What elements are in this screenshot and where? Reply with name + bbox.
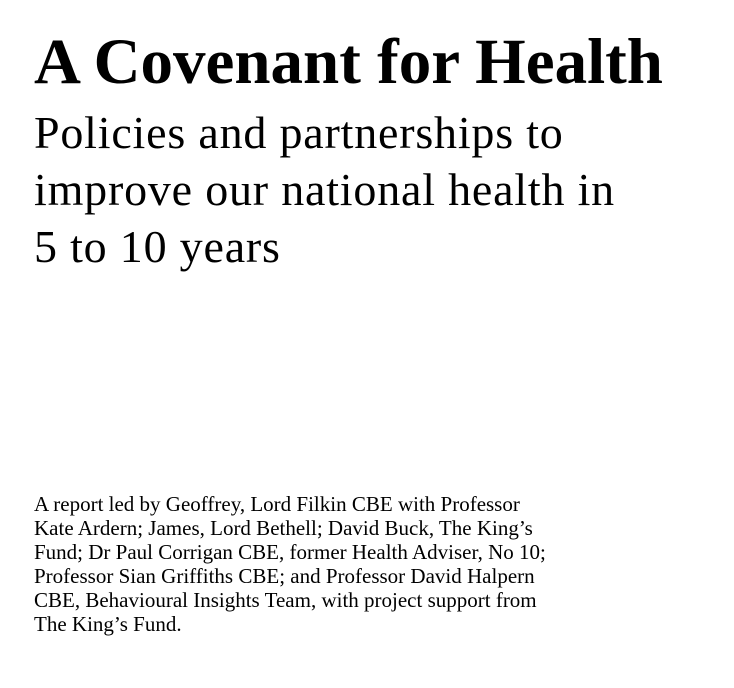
subtitle-line: improve our national health in [34, 164, 615, 215]
credits-line: Fund; Dr Paul Corrigan CBE, former Health Adviser, No 10; [34, 540, 546, 564]
credits-line: The King’s Fund. [34, 612, 182, 636]
credits-line: Professor Sian Griffiths CBE; and Professor David Halpern [34, 564, 535, 588]
credits-line: CBE, Behavioural Insights Team, with project support from [34, 588, 537, 612]
credits-line: Kate Ardern; James, Lord Bethell; David Buck, The King’s [34, 516, 533, 540]
subtitle-line: Policies and partnerships to [34, 107, 564, 158]
subtitle-line: 5 to 10 years [34, 221, 281, 272]
report-title: A Covenant for Health [34, 26, 663, 98]
report-subtitle [34, 104, 615, 275]
report-credits [34, 492, 546, 636]
credits-line: A report led by Geoffrey, Lord Filkin CBE with Professor [34, 492, 520, 516]
